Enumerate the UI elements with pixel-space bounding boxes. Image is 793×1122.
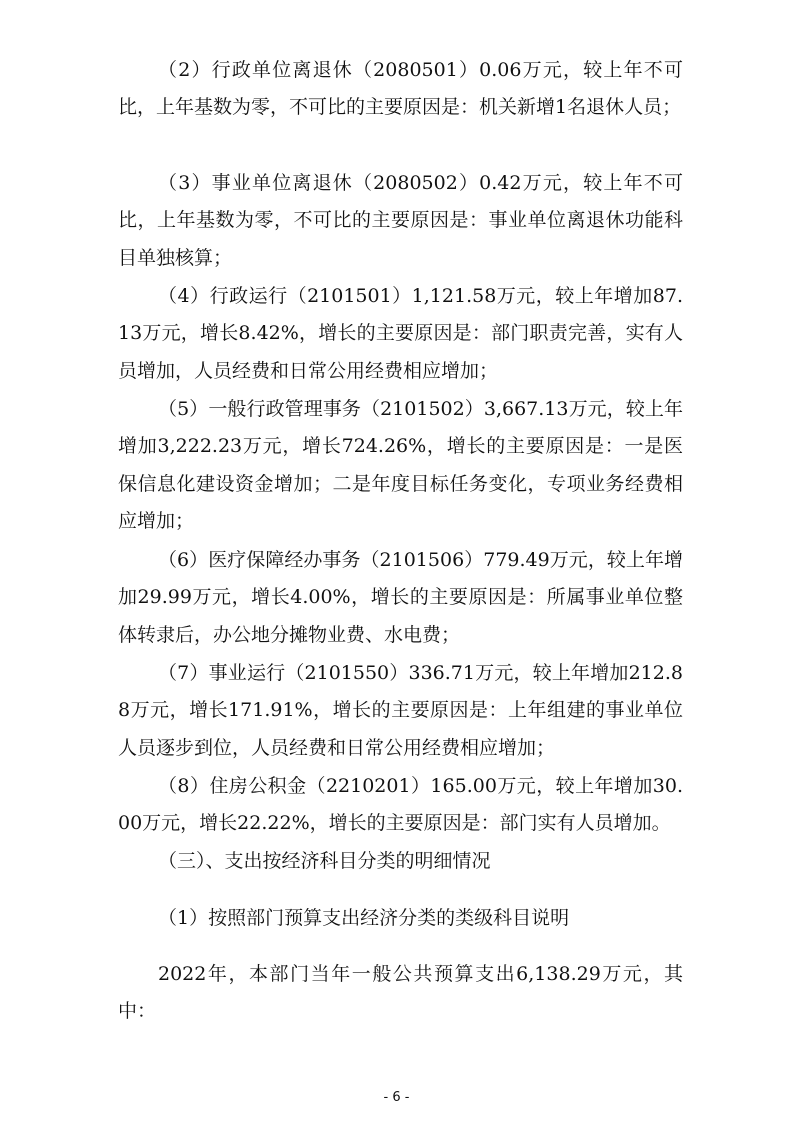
- paragraph-item-8: （8）住房公积金（2210201）165.00万元，较上年增加30.00万元，增长22.22%，增长的主要原因是：部门实有人员增加。: [118, 775, 683, 835]
- section-heading: （三）、支出按经济科目分类的明细情况: [158, 850, 491, 872]
- page-number: - 6 -: [383, 1090, 410, 1105]
- paragraph-item-5: （5）一般行政管理事务（2101502）3,667.13万元，较上年增加3,222.23万元，增长724.26%，增长的主要原因是：一是医保信息化建设资金增加；二是年度目标任务变化，专项业务经费相应增加；: [118, 398, 683, 532]
- paragraph-item-4: （4）行政运行（2101501）1,121.58万元，较上年增加87.13万元，增长8.42%，增长的主要原因是：部门职责完善，实有人员增加，人员经费和日常公用经费相应增加；: [118, 285, 683, 382]
- paragraph-item-7: （7）事业运行（2101550）336.71万元，较上年增加212.88万元，增长171.91%，增长的主要原因是：上年组建的事业单位人员逐步到位，人员经费和日常公用经费相应增加；: [118, 662, 683, 759]
- paragraph-item-6: （6）医疗保障经办事务（2101506）779.49万元，较上年增加29.99万元，增长4.00%，增长的主要原因是：所属事业单位整体转隶后，办公地分摊物业费、水电费；: [118, 549, 683, 646]
- closing-paragraph: 2022年，本部门当年一般公共预算支出6,138.29万元，其中：: [118, 963, 683, 1023]
- sub-heading: （1）按照部门预算支出经济分类的类级科目说明: [158, 907, 570, 929]
- paragraph-item-2: （2）行政单位离退休（2080501）0.06万元，较上年不可比，上年基数为零，不可比的主要原因是：机关新增1名退休人员；: [118, 59, 683, 119]
- paragraph-item-3: （3）事业单位离退休（2080502）0.42万元，较上年不可比，上年基数为零，不可比的主要原因是：事业单位离退休功能科目单独核算；: [118, 172, 683, 269]
